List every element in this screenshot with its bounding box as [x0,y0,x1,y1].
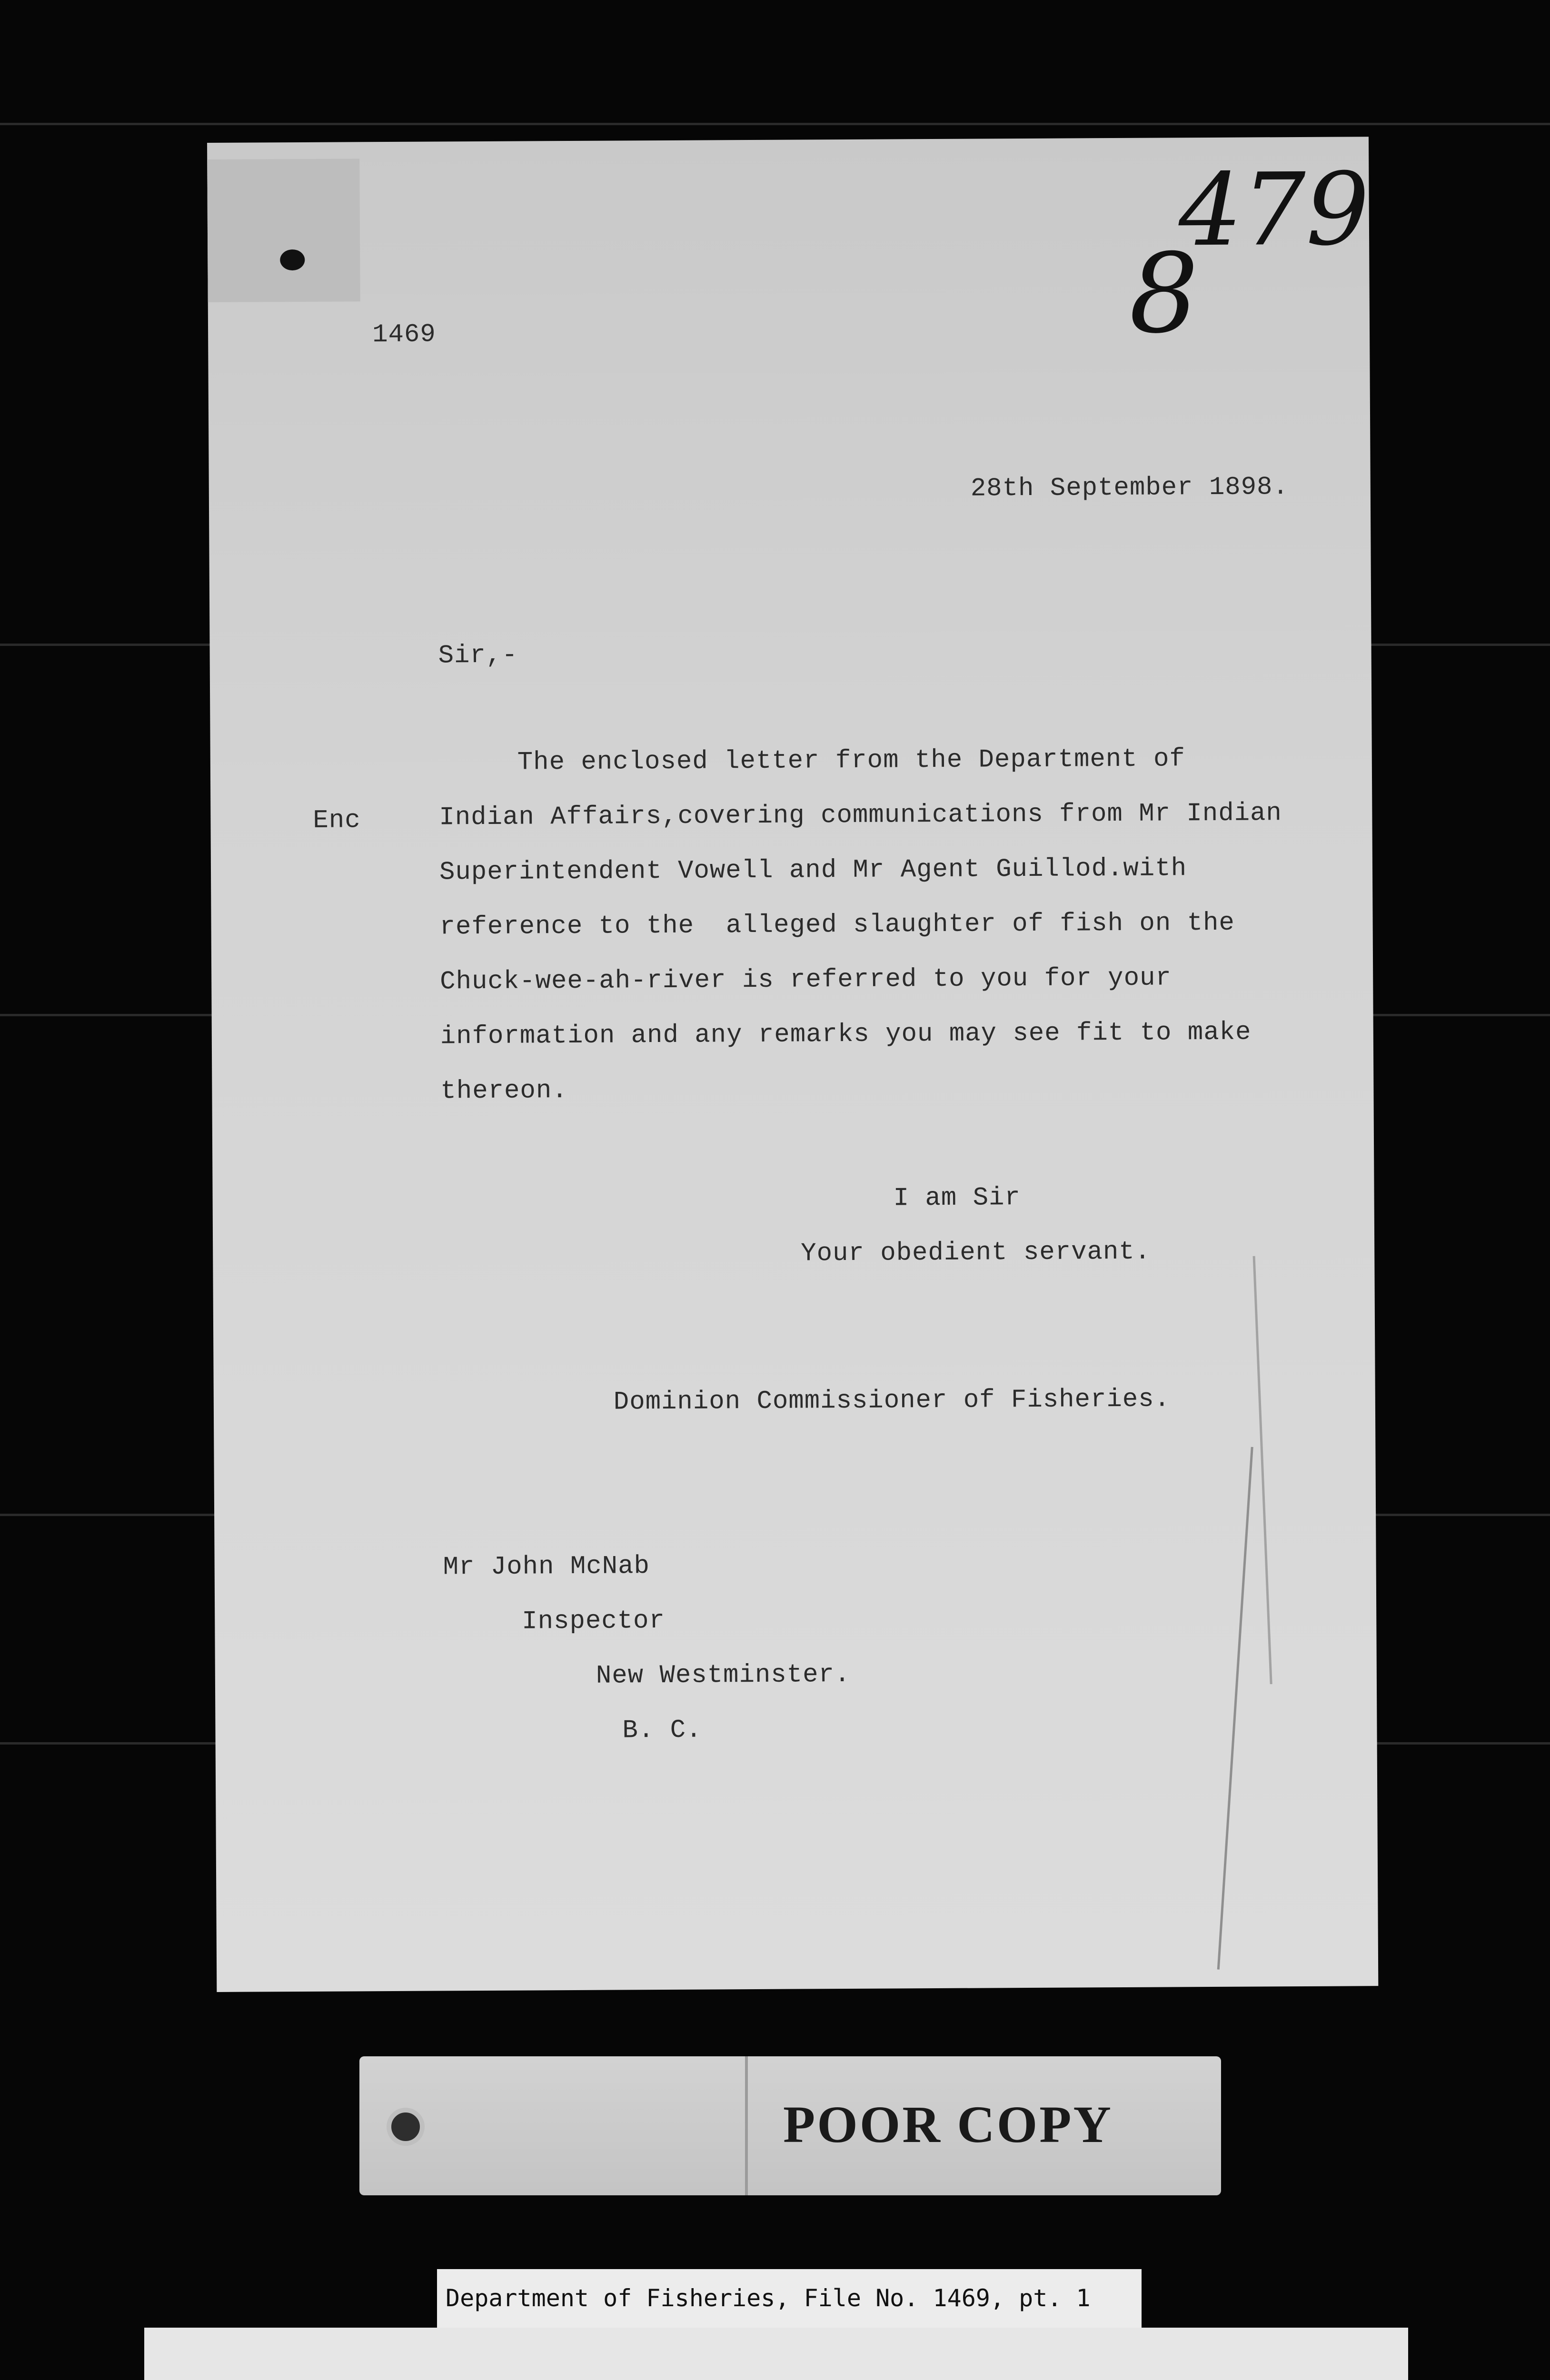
body-line: Superintendent Vowell and Mr Agent Guillod.with [439,854,1187,887]
paper-crease [1253,1256,1272,1684]
label-tear [745,2056,748,2195]
address-line: B. C. [622,1716,702,1745]
file-number: 1469 [372,320,436,350]
body-line: Chuck-wee-ah-river is referred to you for your [440,963,1172,997]
address-line: New Westminster. [596,1660,851,1691]
letter-page [207,137,1378,1992]
signature-title: Dominion Commissioner of Fisheries. [613,1385,1171,1417]
body-line: reference to the alleged slaughter of fish on the [439,908,1235,942]
letter-date: 28th September 1898. [970,473,1289,504]
address-line: Inspector [522,1606,666,1636]
body-line: The enclosed letter from the Department of [517,744,1185,777]
paper-crease [1217,1447,1253,1970]
handwritten-folio: 479 [1178,151,1370,269]
archives-stamp [144,2328,1408,2380]
salutation: Sir,- [438,641,518,671]
punch-hole [280,249,305,270]
margin-note: Enc [313,806,361,835]
poor-copy-text: POOR COPY [783,2095,1113,2153]
grommet [387,2108,425,2146]
address-line: Mr John McNab [443,1552,650,1582]
poor-copy-label [359,2056,1221,2195]
closing-line: I am Sir [893,1183,1021,1213]
scan-streak [0,123,1550,125]
handwritten-item-number: 8 [1128,230,1199,358]
paper-tab [207,159,360,302]
file-reference: Department of Fisheries, File No. 1469, pt. 1 [437,2269,1142,2328]
body-line: Indian Affairs,covering communications from Mr Indian [439,799,1282,833]
body-line: information and any remarks you may see fit to make [440,1018,1252,1051]
closing-line: Your obedient servant. [801,1237,1151,1269]
body-line: thereon. [440,1076,568,1106]
